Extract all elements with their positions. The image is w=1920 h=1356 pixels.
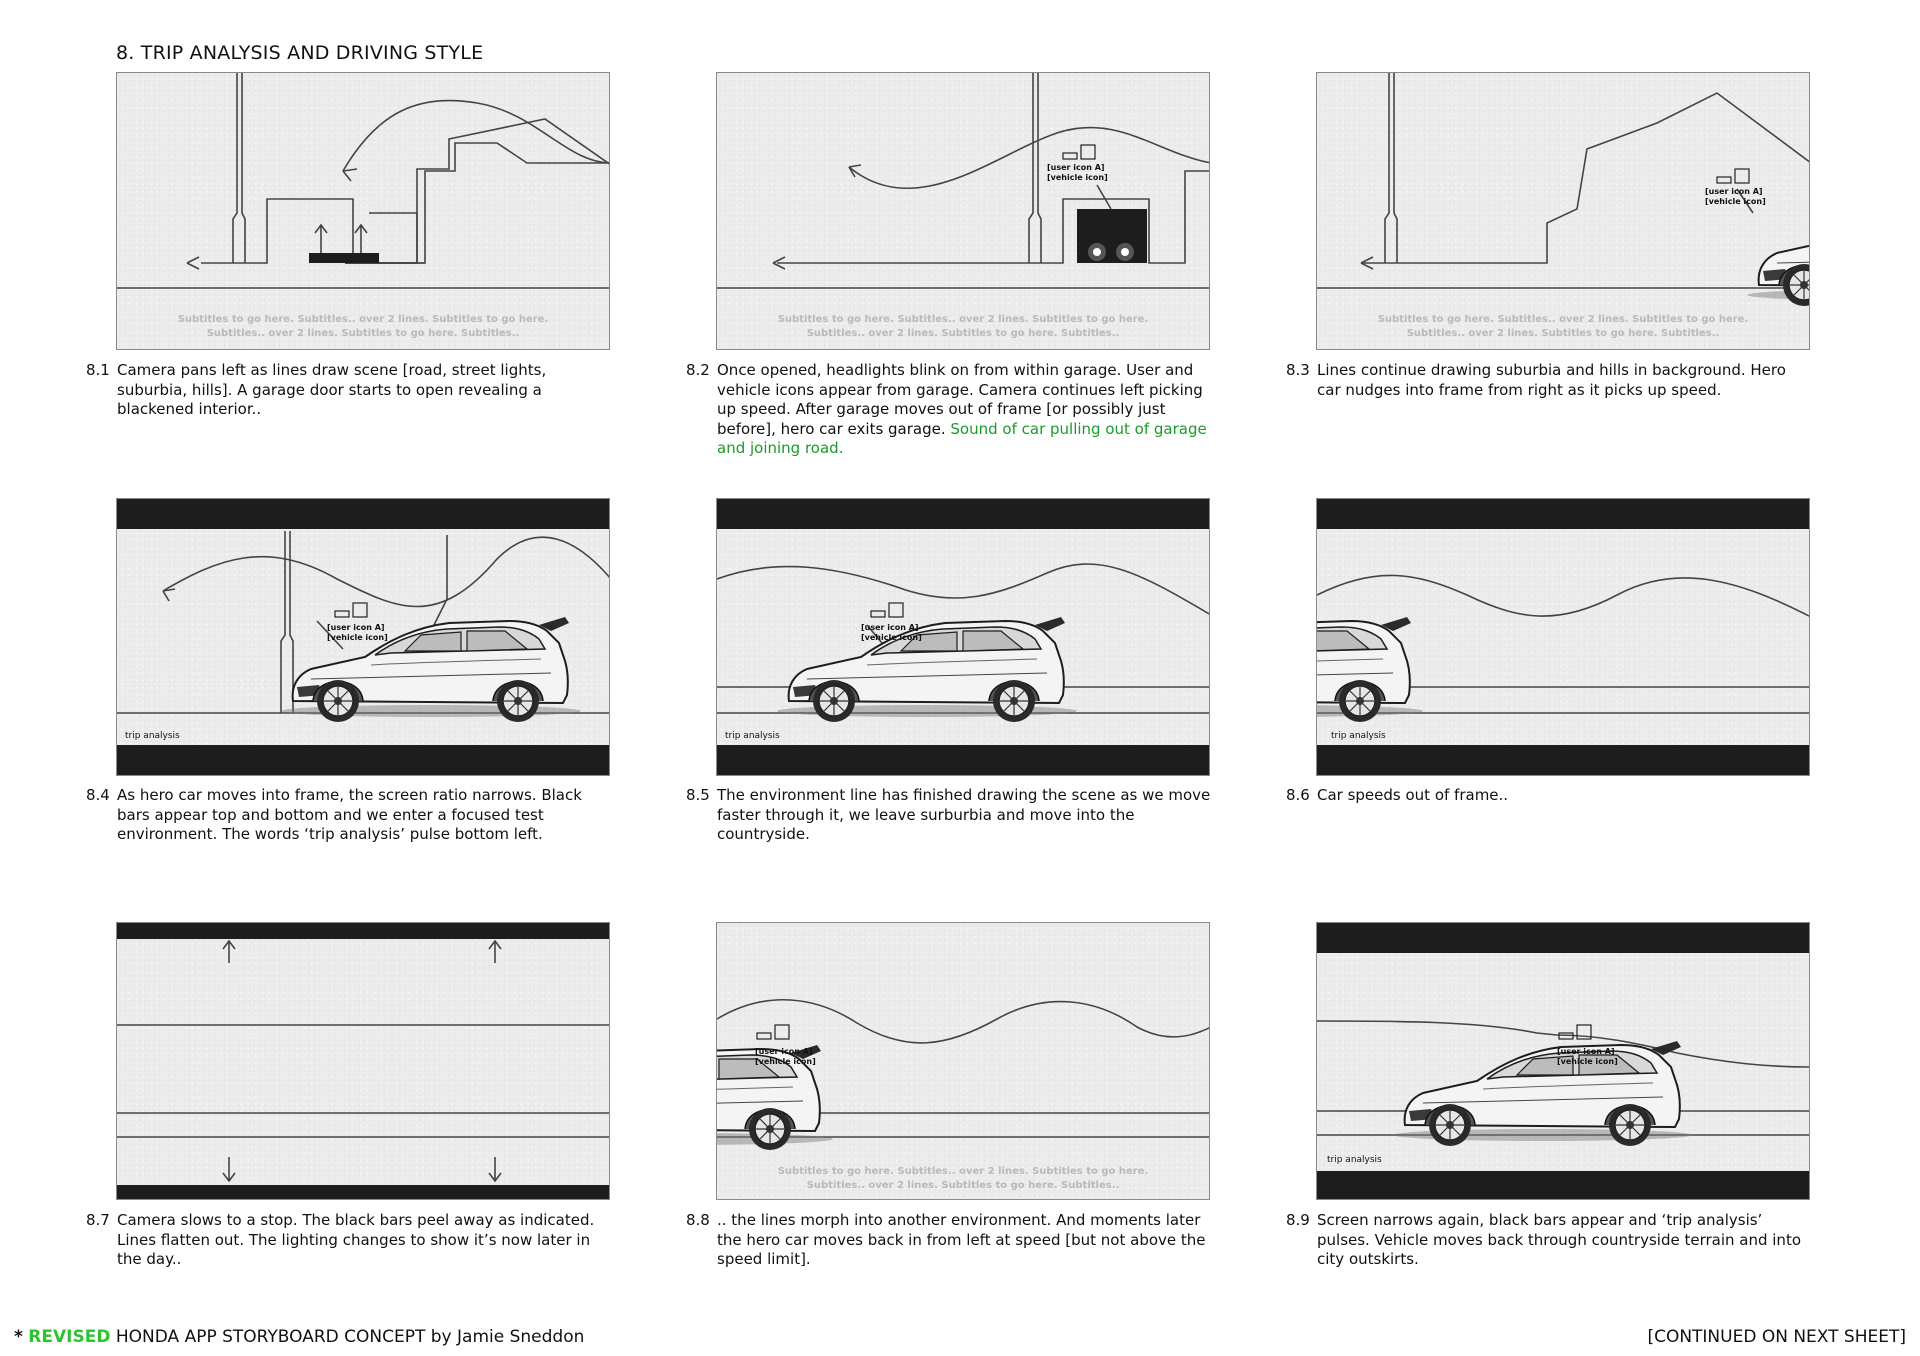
caption-number: 8.6 [1286,786,1310,804]
subtitle-line-2: Subtitles.. over 2 lines. Subtitles to go here. Subtitles.. [806,328,1120,339]
caption-number: 8.1 [86,361,110,379]
vehicle-icon-label: [vehicle icon] [1557,1057,1618,1066]
caption-number: 8.9 [1286,1211,1310,1229]
footer-credit-text: HONDA APP STORYBOARD CONCEPT by Jamie Sneddon [115,1327,585,1347]
vehicle-icon-label: [vehicle icon] [1047,173,1108,182]
caption-text: Car speeds out of frame.. [1317,786,1509,804]
revised-asterisk: * [14,1327,23,1347]
revised-tag: REVISED [28,1327,111,1347]
caption-number: 8.3 [1286,361,1310,379]
subtitle-line-1: Subtitles to go here. Subtitles.. over 2 lines. Subtitles to go here. [1377,314,1749,325]
vehicle-icon-label: [vehicle icon] [1705,197,1766,206]
vehicle-icon-label: [vehicle icon] [861,633,922,642]
storyboard-frame-8-8 [716,922,1210,1200]
subtitle-line-1: Subtitles to go here. Subtitles.. over 2 lines. Subtitles to go here. [777,1166,1149,1177]
subtitle-line-2: Subtitles.. over 2 lines. Subtitles to go here. Subtitles.. [806,1180,1120,1191]
user-icon-label: [user icon A] [1557,1047,1615,1056]
caption-number: 8.7 [86,1211,110,1229]
caption-number: 8.8 [686,1211,710,1229]
subtitle-line-2: Subtitles.. over 2 lines. Subtitles to go here. Subtitles.. [206,328,520,339]
trip-analysis-label: trip analysis [125,731,180,741]
caption-text: Camera pans left as lines draw scene [road, street lights, suburbia, hills]. A garage door starts to open revealing a blackened interior.. [117,361,547,418]
storyboard-frame-8-7 [116,922,610,1200]
vehicle-icon-label: [vehicle icon] [755,1057,816,1066]
user-icon-label: [user icon A] [1047,163,1105,172]
user-icon-label: [user icon A] [327,623,385,632]
trip-analysis-label: trip analysis [1327,1155,1382,1165]
user-icon-label: [user icon A] [1705,187,1763,196]
subtitle-line-1: Subtitles to go here. Subtitles.. over 2 lines. Subtitles to go here. [777,314,1149,325]
caption-text: .. the lines morph into another environment. And moments later the hero car moves back in from left at speed [but not above the speed limit]. [717,1211,1206,1268]
caption-text: Lines continue drawing suburbia and hills in background. Hero car nudges into frame from right as it picks up speed. [1317,361,1786,399]
subtitle-line-2: Subtitles.. over 2 lines. Subtitles to go here. Subtitles.. [1406,328,1720,339]
storyboard-frame-8-6 [1316,498,1810,776]
storyboard-frame-8-9 [1316,922,1810,1200]
continued-note: [CONTINUED ON NEXT SHEET] [1647,1327,1906,1347]
caption-number: 8.5 [686,786,710,804]
caption-number: 8.2 [686,361,710,379]
user-icon-label: [user icon A] [861,623,919,632]
vehicle-icon-label: [vehicle icon] [327,633,388,642]
trip-analysis-label: trip analysis [1331,731,1386,741]
storyboard-frame-8-3 [1316,72,1810,350]
storyboard-frame-8-4 [116,498,610,776]
caption-sound-note: Sound of car pulling out of garage and joining road. [717,419,1207,457]
user-icon-label: [user icon A] [755,1047,813,1056]
caption-text: Camera slows to a stop. The black bars peel away as indicated. Lines flatten out. The lighting changes to show it’s now later in the day.. [117,1211,595,1268]
sheet-title: 8. TRIP ANALYSIS AND DRIVING STYLE [116,42,484,64]
caption-text-block [717,361,1212,459]
storyboard-frame-8-5 [716,498,1210,776]
caption-text: Once opened, headlights blink on from within garage. User and vehicle icons appear from garage. Camera continues left picking up speed. After garage moves out of frame [or possibly just before], hero car exits garage. [717,361,1203,438]
subtitle-line-1: Subtitles to go here. Subtitles.. over 2 lines. Subtitles to go here. [177,314,549,325]
caption-text: As hero car moves into frame, the screen ratio narrows. Black bars appear top and bottom and we enter a focused test environment. The words ‘trip analysis’ pulse bottom left. [117,786,582,843]
storyboard-frame-8-2 [716,72,1210,350]
caption-number: 8.4 [86,786,110,804]
caption-text: The environment line has finished drawing the scene as we move faster through it, we leave surburbia and move into the countryside. [717,786,1211,843]
storyboard-frame-8-1 [116,72,610,350]
trip-analysis-label: trip analysis [725,731,780,741]
caption-text: Screen narrows again, black bars appear and ‘trip analysis’ pulses. Vehicle moves back through countryside terrain and into city outskirts. [1317,1211,1801,1268]
footer-credit [14,1327,584,1347]
